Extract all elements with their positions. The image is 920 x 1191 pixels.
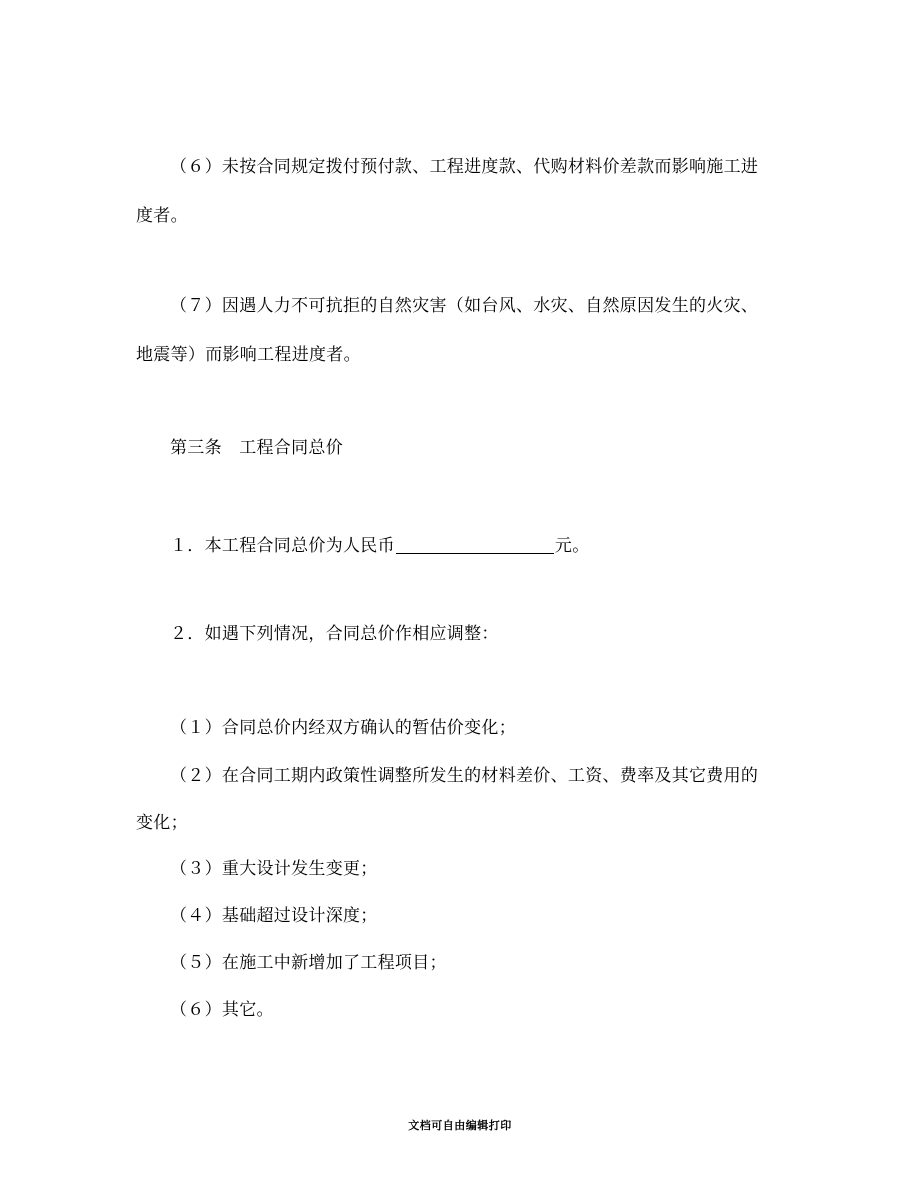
item-1-contract-price [170, 535, 590, 556]
article-3-heading: 第三条 工程合同总价 [170, 438, 343, 458]
sub-item-6: （６）其它。 [170, 1000, 274, 1020]
item-2-adjustment: ２．如遇下列情况，合同总价作相应调整： [170, 624, 499, 644]
sub-item-2-line-2: 变化； [136, 813, 188, 833]
amount-blank-line [396, 535, 554, 554]
clause-6-line-1: （６）未按合同规定拨付预付款、工程进度款、代购材料价差款而影响施工进 [170, 157, 759, 177]
page-footer: 文档可自由编辑打印 [408, 1119, 512, 1132]
clause-6-line-2: 度者。 [136, 206, 188, 226]
sub-item-4: （４）基础超过设计深度； [170, 906, 378, 926]
sub-item-2-line-1: （２）在合同工期内政策性调整所发生的材料差价、工资、费率及其它费用的 [170, 766, 759, 786]
sub-item-5: （５）在施工中新增加了工程项目； [170, 953, 447, 973]
item-1-prefix: １．本工程合同总价为人民币 [170, 536, 395, 556]
clause-7-line-2: 地震等）而影响工程进度者。 [136, 345, 361, 365]
sub-item-1: （１）合同总价内经双方确认的暂估价变化； [170, 718, 516, 738]
sub-item-3: （３）重大设计发生变更； [170, 859, 378, 879]
clause-7-line-1: （７）因遇人力不可抗拒的自然灾害（如台风、水灾、自然原因发生的火灾、 [170, 296, 759, 316]
item-1-suffix: 元。 [554, 536, 590, 556]
